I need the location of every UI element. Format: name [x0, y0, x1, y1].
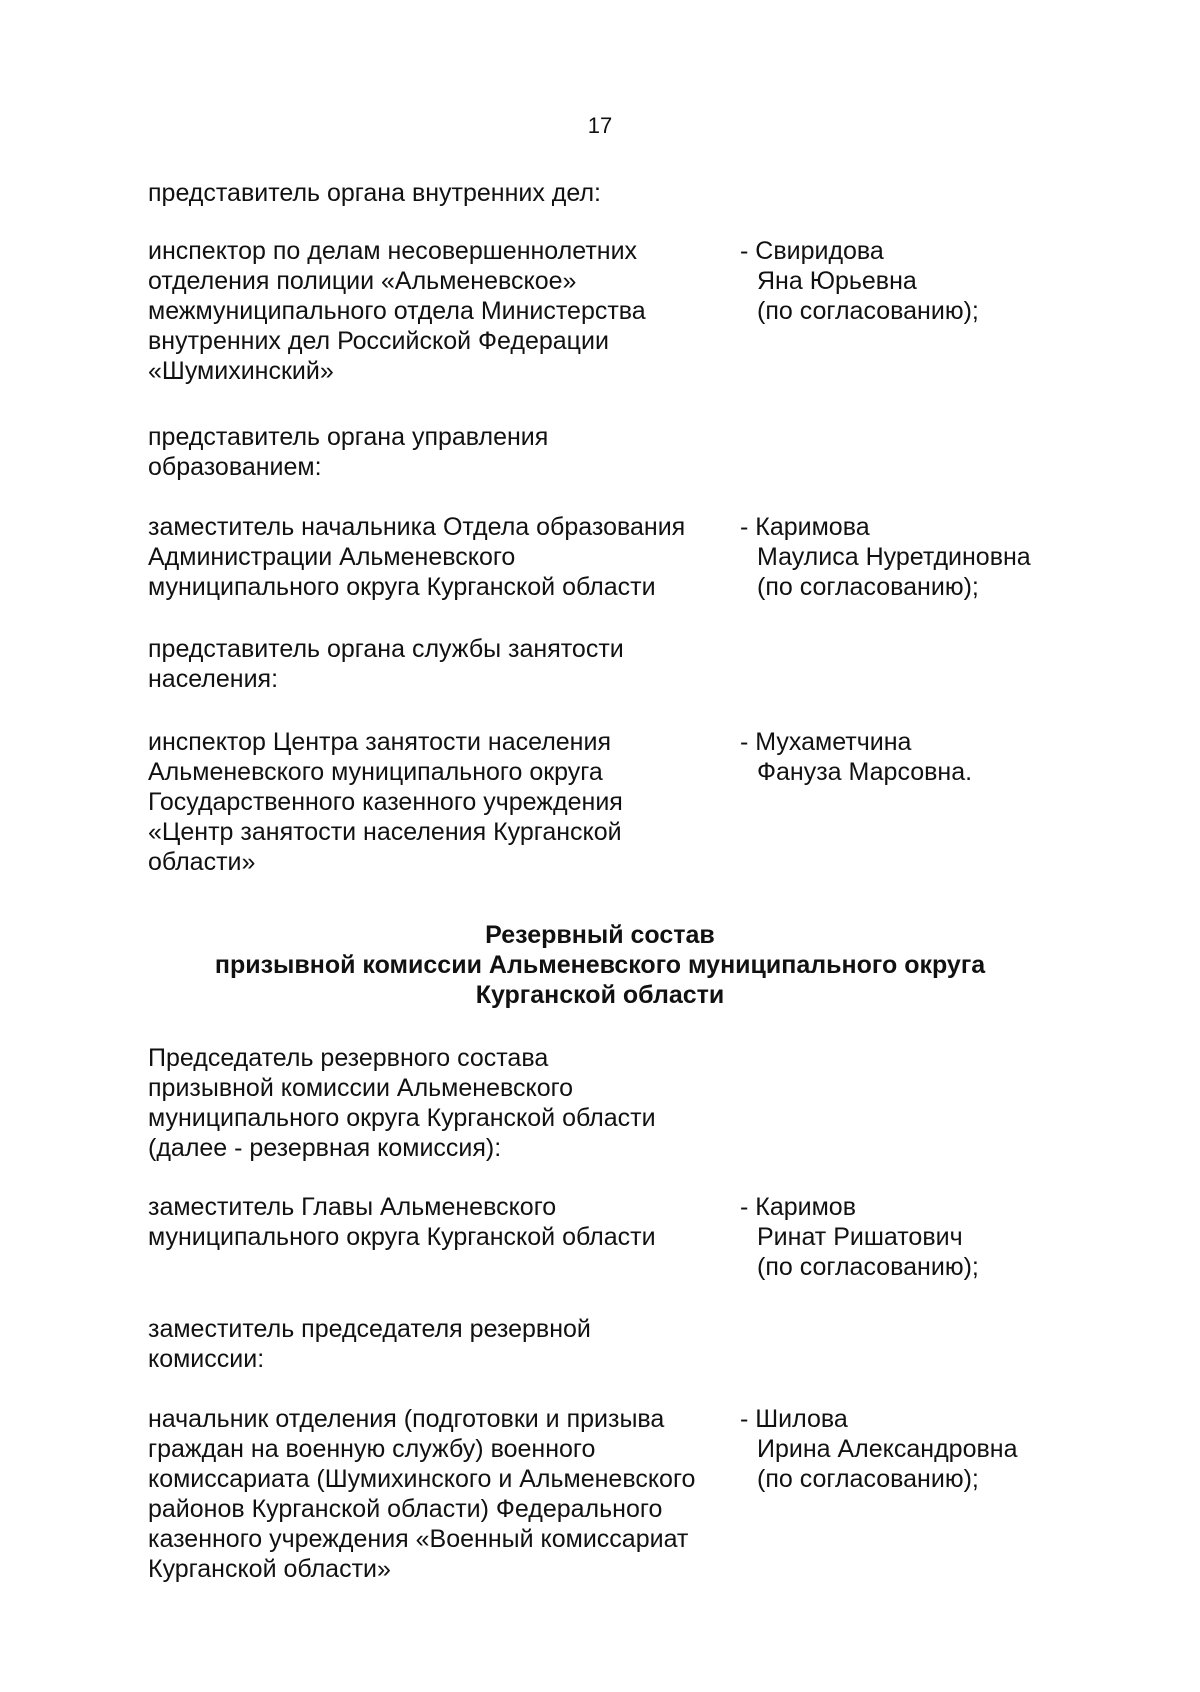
person-given-names: Фануза Марсовна.: [757, 758, 973, 786]
position-line: заместитель Главы Альменевского: [148, 1193, 557, 1221]
person-given-names: Ирина Александровна: [757, 1435, 1018, 1463]
category-line: населения:: [148, 665, 279, 693]
member-position: [148, 512, 728, 602]
position-line: отделения полиции «Альменевское»: [148, 267, 577, 295]
position-line: внутренних дел Российской Федерации: [148, 327, 609, 355]
position-line: Альменевского муниципального округа: [148, 758, 603, 786]
person-given-names: Яна Юрьевна: [757, 267, 917, 295]
member-position: [148, 1192, 728, 1252]
heading-line: призывной комиссии Альменевского муниципального округа: [214, 951, 986, 979]
person-surname: - Свиридова: [740, 237, 884, 265]
position-line: заместитель начальника Отдела образования: [148, 513, 686, 541]
position-line: инспектор по делам несовершеннолетних: [148, 237, 638, 265]
person-surname: - Шилова: [740, 1405, 848, 1433]
position-line: инспектор Центра занятости населения: [148, 728, 611, 756]
category-line: Председатель резервного состава: [148, 1044, 549, 1072]
position-line: «Шумихинский»: [148, 357, 334, 385]
person-note: (по согласованию);: [757, 297, 979, 325]
category-heading: [148, 634, 728, 694]
position-line: Государственного казенного учреждения: [148, 788, 623, 816]
position-line: муниципального округа Курганской области: [148, 573, 656, 601]
position-line: граждан на военную службу) военного: [148, 1435, 596, 1463]
category-line: заместитель председателя резервной: [148, 1315, 591, 1343]
category-line: комиссии:: [148, 1345, 265, 1373]
person-surname: - Каримова: [740, 513, 870, 541]
reserve-composition-heading: [0, 920, 1200, 1010]
heading-line: Курганской области: [475, 981, 725, 1009]
position-line: муниципального округа Курганской области: [148, 1223, 656, 1251]
category-line: представитель органа внутренних дел:: [148, 179, 602, 207]
category-line: призывной комиссии Альменевского: [148, 1074, 574, 1102]
category-line: представитель органа управления: [148, 423, 549, 451]
position-line: казенного учреждения «Военный комиссариат: [148, 1525, 689, 1553]
category-heading: [148, 1314, 728, 1374]
person-note: (по согласованию);: [757, 1253, 979, 1281]
heading-line: Резервный состав: [485, 921, 715, 949]
member-position: [148, 727, 728, 877]
member-name: [740, 727, 1040, 787]
position-line: Администрации Альменевского: [148, 543, 516, 571]
position-line: межмуниципального отдела Министерства: [148, 297, 646, 325]
member-name: [740, 236, 1040, 326]
page-number: 17: [587, 113, 613, 138]
person-note: (по согласованию);: [757, 1465, 979, 1493]
category-line: (далее - резервная комиссия):: [148, 1134, 502, 1162]
position-line: районов Курганской области) Федерального: [148, 1495, 663, 1523]
category-heading: [148, 422, 728, 482]
category-heading: [148, 1043, 728, 1163]
person-given-names: Маулиса Нуретдиновна: [757, 543, 1031, 571]
position-line: Курганской области»: [148, 1555, 391, 1583]
member-name: [740, 1192, 1040, 1282]
position-line: «Центр занятости населения Курганской: [148, 818, 622, 846]
category-line: образованием:: [148, 453, 322, 481]
category-line: представитель органа службы занятости: [148, 635, 624, 663]
person-given-names: Ринат Ришатович: [757, 1223, 963, 1251]
position-line: области»: [148, 848, 256, 876]
member-name: [740, 512, 1040, 602]
person-surname: - Мухаметчина: [740, 728, 912, 756]
person-note: (по согласованию);: [757, 573, 979, 601]
position-line: начальник отделения (подготовки и призыва: [148, 1405, 665, 1433]
member-position: [148, 236, 728, 386]
position-line: комиссариата (Шумихинского и Альменевского: [148, 1465, 696, 1493]
category-line: муниципального округа Курганской области: [148, 1104, 656, 1132]
member-position: [148, 1404, 728, 1584]
category-heading: [148, 178, 728, 208]
member-name: [740, 1404, 1040, 1494]
person-surname: - Каримов: [740, 1193, 856, 1221]
